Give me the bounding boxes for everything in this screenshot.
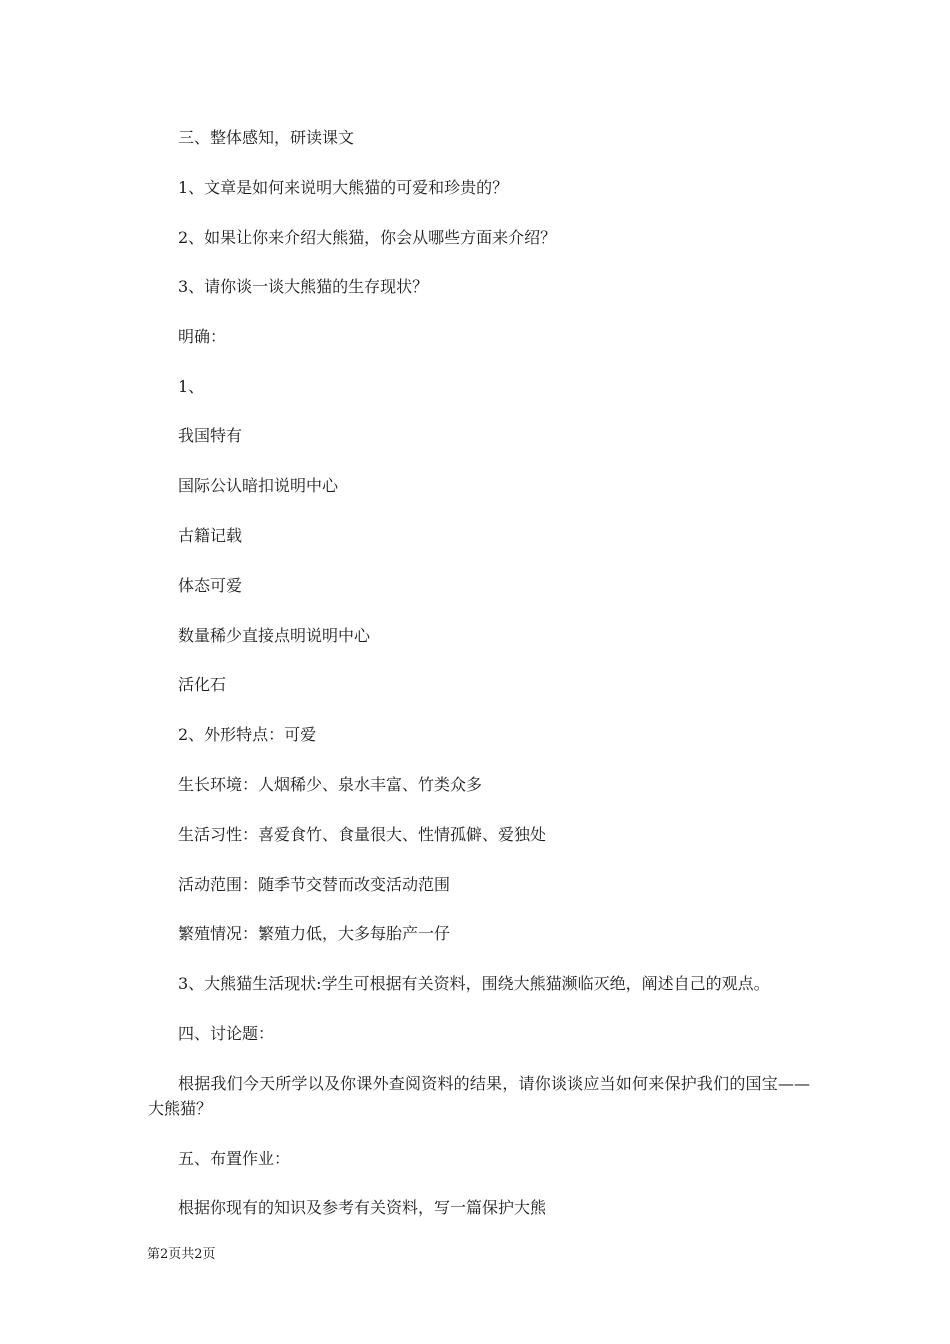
question-2: 2、如果让你来介绍大熊猫，你会从哪些方面来介绍？ — [178, 228, 557, 247]
page-footer: 第2页共2页 — [147, 1247, 216, 1262]
question-1: 1、文章是如何来说明大熊猫的可爱和珍贵的？ — [178, 178, 509, 197]
section-heading-discussion: 四、讨论题： — [178, 1024, 275, 1043]
question-3: 3、请你谈一谈大熊猫的生存现状？ — [178, 277, 429, 296]
answer-1-number: 1、 — [178, 377, 205, 396]
homework-paragraph: 根据你现有的知识及参考有关资料，写一篇保护大熊 — [178, 1198, 547, 1217]
answer-1-item: 国际公认暗扣说明中心 — [178, 476, 339, 495]
answer-1-item: 数量稀少直接点明说明中心 — [178, 626, 371, 645]
section-heading-overall-perception: 三、整体感知，研读课文 — [178, 128, 355, 147]
answer-2-appearance: 2、外形特点：可爱 — [178, 725, 317, 744]
section-heading-homework: 五、布置作业： — [178, 1149, 291, 1168]
answer-3-status: 3、大熊猫生活现状:学生可根据有关资料，围绕大熊猫濒临灭绝，阐述自己的观点。 — [178, 974, 770, 993]
answer-label: 明确： — [178, 327, 227, 346]
discussion-paragraph: 根据我们今天所学以及你课外查阅资料的结果，请你谈谈应当如何来保护我们的国宝——大熊猫？ — [148, 1074, 810, 1118]
answer-2-range: 活动范围：随季节交替而改变活动范围 — [178, 875, 451, 894]
answer-2-breeding: 繁殖情况：繁殖力低，大多每胎产一仔 — [178, 924, 451, 943]
answer-1-item: 古籍记载 — [178, 526, 243, 545]
answer-1-item: 我国特有 — [178, 426, 243, 445]
answer-2-environment: 生长环境：人烟稀少、泉水丰富、竹类众多 — [178, 775, 483, 794]
answer-1-item: 活化石 — [178, 675, 227, 694]
answer-1-item: 体态可爱 — [178, 576, 243, 595]
answer-2-habits: 生活习性：喜爱食竹、食量很大、性情孤僻、爱独处 — [178, 825, 547, 844]
